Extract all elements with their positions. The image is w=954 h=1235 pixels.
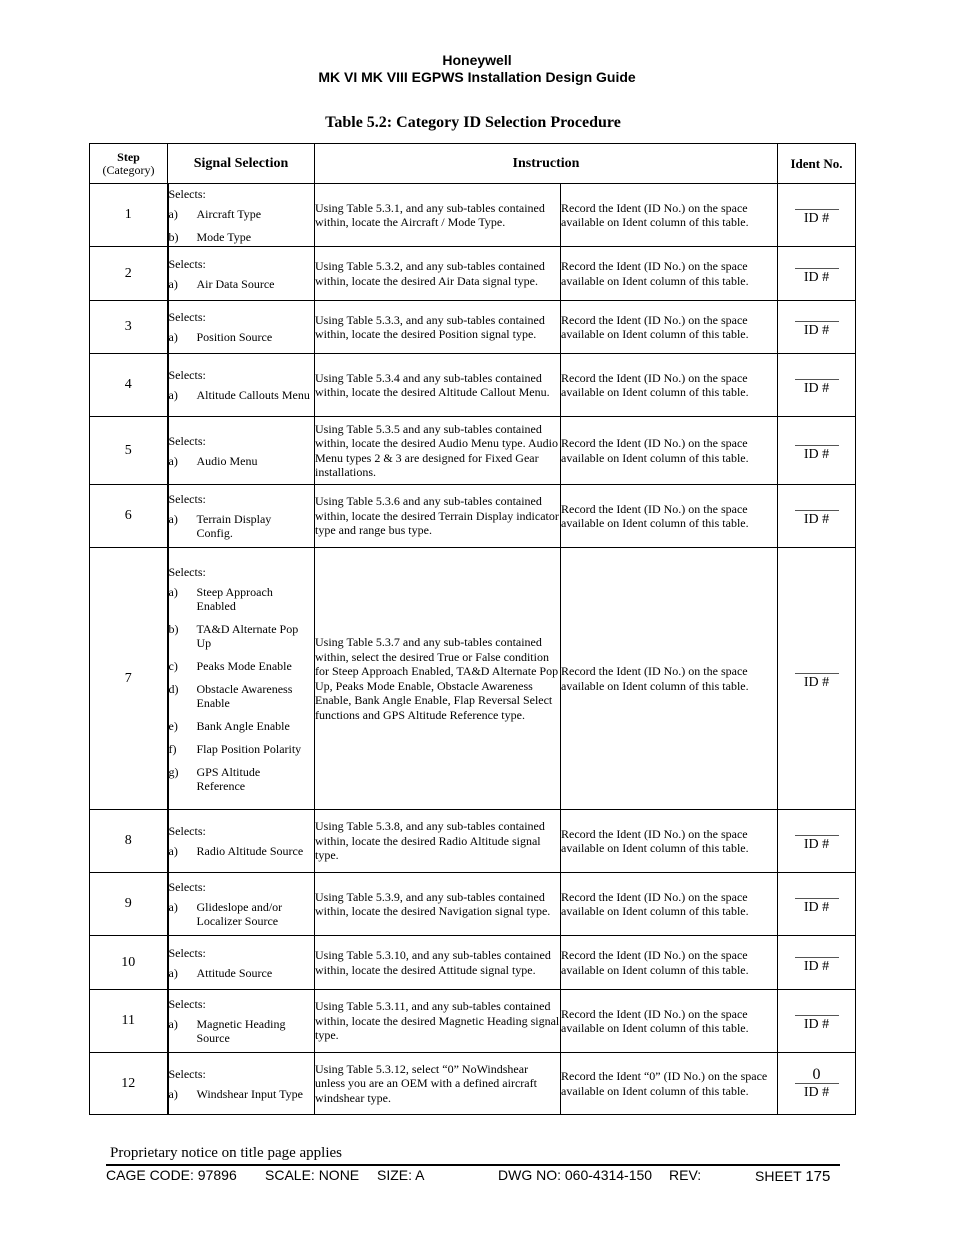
step-number: 10 <box>90 936 168 990</box>
option-text: Altitude Callouts Menu <box>196 388 310 402</box>
ident-value: 0 <box>812 1065 821 1083</box>
signal-option <box>169 207 315 221</box>
table-row <box>90 936 856 990</box>
signal-option <box>169 966 315 980</box>
category-id-table <box>89 143 856 1115</box>
ident-cell <box>778 1053 856 1115</box>
option-letter: a) <box>168 844 178 858</box>
option-letter: f) <box>168 741 177 756</box>
ident-field: ID # <box>795 379 839 397</box>
record-instruction: Record the Ident (ID No.) on the space available on Ident column of this table. <box>561 184 778 247</box>
table-row <box>90 548 856 810</box>
instruction-text: Using Table 5.3.2, and any sub-tables contained within, locate the desired Air Data signal type. <box>315 247 561 301</box>
option-letter: b) <box>168 229 179 244</box>
table-row <box>90 873 856 936</box>
option-letter: c) <box>168 658 178 673</box>
signal-selection-cell <box>168 936 315 990</box>
paper-size: SIZE: A <box>377 1167 425 1183</box>
option-text: Attitude Source <box>196 965 273 980</box>
signal-option <box>169 1087 315 1101</box>
option-text: Mode Type <box>196 229 252 244</box>
record-instruction: Record the Ident (ID No.) on the space available on Ident column of this table. <box>561 810 778 873</box>
ident-cell <box>778 247 856 301</box>
instruction-text: Using Table 5.3.5 and any sub-tables contained within, locate the desired Audio Menu type. Audio Menu types 2 & 3 are designed for Fixed Gear installations. <box>315 417 561 485</box>
selects-label: Selects: <box>168 186 206 201</box>
option-text: Air Data Source <box>196 276 275 291</box>
proprietary-notice: Proprietary notice on title page applies <box>110 1145 343 1161</box>
step-header-label: Step <box>117 149 140 164</box>
step-number: 12 <box>90 1053 168 1115</box>
signal-selection-cell <box>168 873 315 936</box>
option-letter: a) <box>168 388 178 402</box>
selects-label: Selects: <box>168 880 206 894</box>
table-row <box>90 301 856 354</box>
record-instruction: Record the Ident (ID No.) on the space available on Ident column of this table. <box>561 873 778 936</box>
step-number: 9 <box>90 873 168 936</box>
option-text: GPS Altitude Reference <box>196 764 261 793</box>
option-text: Windshear Input Type <box>196 1086 303 1101</box>
ident-cell <box>778 810 856 873</box>
document-title: MK VI MK VIII EGPWS Installation Design Guide <box>318 69 636 85</box>
signal-option <box>169 330 315 344</box>
ident-field: ID # <box>795 673 839 691</box>
instruction-text: Using Table 5.3.8, and any sub-tables contained within, locate the desired Radio Altitude signal type. <box>315 810 561 873</box>
ident-field: ID # <box>795 1083 839 1101</box>
signal-option <box>169 585 315 613</box>
record-instruction: Record the Ident (ID No.) on the space available on Ident column of this table. <box>561 301 778 354</box>
instruction-text: Using Table 5.3.7 and any sub-tables contained within, select the desired True or False condition for Steep Approach Enabled, TA&D Alternate Pop Up, Peaks Mode Enable, Obstacle Awareness Enable, Bank Angle Enable, Flap Reversal Select functions and GPS Altitude Reference type. <box>315 548 561 810</box>
revision: REV: <box>669 1167 702 1183</box>
step-number: 5 <box>90 417 168 485</box>
ident-cell <box>778 485 856 548</box>
signal-option <box>169 230 315 244</box>
signal-selection-cell <box>168 485 315 548</box>
ident-cell <box>778 354 856 417</box>
step-number: 2 <box>90 247 168 301</box>
footer-divider <box>106 1164 840 1166</box>
option-text: Radio Altitude Source <box>196 844 304 858</box>
signal-option <box>169 682 315 710</box>
option-text: Steep Approach Enabled <box>196 584 273 613</box>
instruction-text: Using Table 5.3.12, select “0” NoWindshear unless you are an OEM with a defined aircraft windshear type. <box>315 1053 561 1115</box>
option-text: TA&D Alternate Pop Up <box>196 621 299 650</box>
signal-option <box>169 454 315 468</box>
option-letter: a) <box>168 900 178 914</box>
signal-option <box>169 900 315 928</box>
table-row <box>90 1053 856 1115</box>
table-row <box>90 354 856 417</box>
signal-option <box>169 659 315 673</box>
ident-cell <box>778 873 856 936</box>
option-letter: b) <box>168 621 179 636</box>
option-text: Position Source <box>196 330 273 344</box>
selects-label: Selects: <box>168 256 206 271</box>
step-number: 11 <box>90 990 168 1053</box>
option-text: Aircraft Type <box>196 206 262 221</box>
instruction-column-header: Instruction <box>315 144 778 184</box>
selects-label: Selects: <box>168 824 206 838</box>
table-row <box>90 485 856 548</box>
step-column-header <box>90 144 168 184</box>
option-letter: g) <box>168 764 179 779</box>
ident-cell <box>778 184 856 247</box>
selects-label: Selects: <box>168 433 206 448</box>
step-number: 3 <box>90 301 168 354</box>
option-letter: a) <box>168 453 178 468</box>
ident-field: ID # <box>795 445 839 463</box>
instruction-text: Using Table 5.3.6 and any sub-tables contained within, locate the desired Terrain Display indicator type and range bus type. <box>315 485 561 548</box>
signal-selection-cell <box>168 417 315 485</box>
table-row <box>90 417 856 485</box>
signal-selection-cell <box>168 990 315 1053</box>
instruction-text: Using Table 5.3.3, and any sub-tables contained within, locate the desired Position signal type. <box>315 301 561 354</box>
step-header-sublabel: (Category) <box>102 162 155 177</box>
ident-cell <box>778 417 856 485</box>
company-name: Honeywell <box>442 52 512 68</box>
ident-field: ID # <box>795 510 839 528</box>
option-letter: a) <box>168 512 178 526</box>
signal-option <box>169 622 315 650</box>
signal-selection-cell <box>168 247 315 301</box>
selects-label: Selects: <box>168 1066 206 1081</box>
record-instruction: Record the Ident (ID No.) on the space available on Ident column of this table. <box>561 417 778 485</box>
record-instruction: Record the Ident (ID No.) on the space available on Ident column of this table. <box>561 354 778 417</box>
step-number: 6 <box>90 485 168 548</box>
ident-cell <box>778 936 856 990</box>
instruction-text: Using Table 5.3.9, and any sub-tables contained within, locate the desired Navigation signal type. <box>315 873 561 936</box>
step-number: 1 <box>90 184 168 247</box>
ident-field: ID # <box>795 835 839 853</box>
instruction-text: Using Table 5.3.1, and any sub-tables contained within, locate the Aircraft / Mode Type. <box>315 184 561 247</box>
ident-field: ID # <box>795 321 839 339</box>
ident-header-label: Ident No. <box>790 156 843 171</box>
option-text: Flap Position Polarity <box>196 741 302 756</box>
instruction-text: Using Table 5.3.11, and any sub-tables contained within, locate the desired Magnetic Heading signal type. <box>315 990 561 1053</box>
option-letter: a) <box>168 1086 178 1101</box>
table-row <box>90 990 856 1053</box>
sheet-number: 175 <box>805 1168 831 1185</box>
record-instruction: Record the Ident (ID No.) on the space available on Ident column of this table. <box>561 247 778 301</box>
option-text: Obstacle Awareness Enable <box>196 681 293 710</box>
signal-option <box>169 765 315 793</box>
table-body <box>90 184 856 1115</box>
option-letter: a) <box>168 965 178 980</box>
table-row <box>90 810 856 873</box>
signal-selection-cell <box>168 548 315 810</box>
ident-field: ID # <box>795 209 839 227</box>
signal-option <box>169 844 315 858</box>
option-text: Bank Angle Enable <box>196 718 290 733</box>
record-instruction: Record the Ident (ID No.) on the space available on Ident column of this table. <box>561 936 778 990</box>
ident-field: ID # <box>795 898 839 916</box>
signal-selection-cell <box>168 184 315 247</box>
selects-label: Selects: <box>168 310 206 324</box>
record-instruction: Record the Ident (ID No.) on the space available on Ident column of this table. <box>561 548 778 810</box>
signal-selection-cell <box>168 1053 315 1115</box>
option-letter: d) <box>168 681 179 696</box>
sheet-info <box>755 1168 830 1185</box>
option-letter: a) <box>168 1017 178 1031</box>
table-row <box>90 184 856 247</box>
ident-column-header <box>778 144 856 184</box>
ident-cell <box>778 548 856 810</box>
sheet-label: SHEET <box>755 1168 802 1184</box>
record-instruction: Record the Ident (ID No.) on the space available on Ident column of this table. <box>561 990 778 1053</box>
instruction-text: Using Table 5.3.10, and any sub-tables contained within, locate the desired Attitude signal type. <box>315 936 561 990</box>
ident-field: ID # <box>795 1015 839 1033</box>
option-letter: a) <box>168 276 178 291</box>
selects-label: Selects: <box>168 564 206 579</box>
step-number: 7 <box>90 548 168 810</box>
signal-selection-cell <box>168 354 315 417</box>
selects-label: Selects: <box>168 368 206 382</box>
selects-label: Selects: <box>168 492 206 506</box>
option-text: Magnetic Heading Source <box>196 1017 286 1045</box>
signal-option <box>169 742 315 756</box>
ident-field: ID # <box>795 957 839 975</box>
signal-option <box>169 277 315 291</box>
table-title: Table 5.2: Category ID Selection Procedure <box>325 114 621 131</box>
option-letter: a) <box>168 584 178 599</box>
ident-cell <box>778 301 856 354</box>
record-instruction: Record the Ident “0” (ID No.) on the space available on Ident column of this table. <box>561 1053 778 1115</box>
selects-label: Selects: <box>168 997 206 1011</box>
option-text: Terrain Display Config. <box>196 512 272 540</box>
signal-option <box>169 388 315 402</box>
option-letter: e) <box>168 718 178 733</box>
signal-option <box>169 1017 315 1045</box>
option-text: Peaks Mode Enable <box>196 658 292 673</box>
selects-label: Selects: <box>168 945 206 960</box>
signal-option <box>169 719 315 733</box>
option-text: Glideslope and/or Localizer Source <box>196 900 283 928</box>
step-number: 4 <box>90 354 168 417</box>
signal-column-header: Signal Selection <box>168 144 315 184</box>
ident-cell <box>778 990 856 1053</box>
table-row <box>90 247 856 301</box>
table-header-row <box>90 144 856 184</box>
cage-code: CAGE CODE: 97896 <box>106 1167 237 1183</box>
option-letter: a) <box>168 330 178 344</box>
signal-option <box>169 512 315 540</box>
signal-selection-cell <box>168 810 315 873</box>
scale: SCALE: NONE <box>265 1167 360 1183</box>
drawing-number: DWG NO: 060-4314-150 <box>498 1167 653 1183</box>
record-instruction: Record the Ident (ID No.) on the space available on Ident column of this table. <box>561 485 778 548</box>
instruction-text: Using Table 5.3.4 and any sub-tables contained within, locate the desired Altitude Callout Menu. <box>315 354 561 417</box>
step-number: 8 <box>90 810 168 873</box>
option-text: Audio Menu <box>196 453 258 468</box>
ident-field: ID # <box>795 268 839 286</box>
signal-selection-cell <box>168 301 315 354</box>
option-letter: a) <box>168 206 178 221</box>
